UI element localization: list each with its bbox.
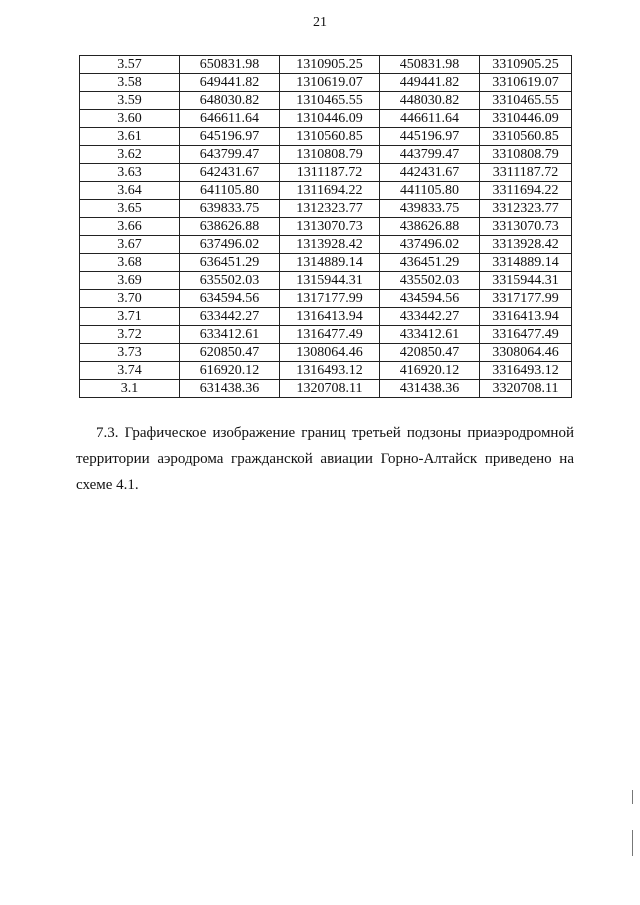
point-number-cell: 3.73 xyxy=(80,344,180,362)
table-row xyxy=(80,218,572,236)
coord-y-cell: 1313928.42 xyxy=(280,236,380,254)
coord-x-cell: 650831.98 xyxy=(180,56,280,74)
coord-x-cell: 633442.27 xyxy=(180,308,280,326)
coord-y2-cell: 3310446.09 xyxy=(480,110,572,128)
table-row xyxy=(80,200,572,218)
section-paragraph xyxy=(76,420,574,498)
coord-y2-cell: 3313928.42 xyxy=(480,236,572,254)
coord-y-cell: 1310560.85 xyxy=(280,128,380,146)
coord-x2-cell: 443799.47 xyxy=(380,146,480,164)
point-number-cell: 3.61 xyxy=(80,128,180,146)
coord-x2-cell: 448030.82 xyxy=(380,92,480,110)
coord-y-cell: 1312323.77 xyxy=(280,200,380,218)
table-row xyxy=(80,56,572,74)
coord-y2-cell: 3310465.55 xyxy=(480,92,572,110)
point-number-cell: 3.66 xyxy=(80,218,180,236)
point-number-cell: 3.59 xyxy=(80,92,180,110)
coord-x-cell: 639833.75 xyxy=(180,200,280,218)
table-row xyxy=(80,362,572,380)
table-row xyxy=(80,164,572,182)
coord-x2-cell: 433442.27 xyxy=(380,308,480,326)
coord-y-cell: 1310905.25 xyxy=(280,56,380,74)
table-row xyxy=(80,110,572,128)
coord-y2-cell: 3310560.85 xyxy=(480,128,572,146)
table-row xyxy=(80,380,572,398)
coord-x2-cell: 435502.03 xyxy=(380,272,480,290)
point-number-cell: 3.62 xyxy=(80,146,180,164)
coord-y-cell: 1316493.12 xyxy=(280,362,380,380)
coord-y-cell: 1310808.79 xyxy=(280,146,380,164)
point-number-cell: 3.74 xyxy=(80,362,180,380)
coord-x2-cell: 445196.97 xyxy=(380,128,480,146)
table-row xyxy=(80,290,572,308)
coord-x-cell: 635502.03 xyxy=(180,272,280,290)
table-row xyxy=(80,308,572,326)
table-row xyxy=(80,92,572,110)
coord-x-cell: 637496.02 xyxy=(180,236,280,254)
coord-x2-cell: 436451.29 xyxy=(380,254,480,272)
coord-y-cell: 1310446.09 xyxy=(280,110,380,128)
coord-x2-cell: 420850.47 xyxy=(380,344,480,362)
coord-x-cell: 646611.64 xyxy=(180,110,280,128)
point-number-cell: 3.65 xyxy=(80,200,180,218)
table-row xyxy=(80,146,572,164)
coord-x2-cell: 438626.88 xyxy=(380,218,480,236)
paragraph-text: 7.3. Графическое изображение границ третьей подзоны приаэродромной территории аэродрома гражданской авиации Горно-Алтайск приведено на схеме 4.1. xyxy=(76,425,574,493)
point-number-cell: 3.57 xyxy=(80,56,180,74)
coord-x-cell: 620850.47 xyxy=(180,344,280,362)
coord-y2-cell: 3311187.72 xyxy=(480,164,572,182)
table-row xyxy=(80,128,572,146)
coord-x-cell: 643799.47 xyxy=(180,146,280,164)
coord-y-cell: 1316477.49 xyxy=(280,326,380,344)
scan-edge-mark xyxy=(632,790,633,804)
coord-x2-cell: 446611.64 xyxy=(380,110,480,128)
point-number-cell: 3.69 xyxy=(80,272,180,290)
coord-y-cell: 1315944.31 xyxy=(280,272,380,290)
coord-x-cell: 616920.12 xyxy=(180,362,280,380)
table-row xyxy=(80,236,572,254)
coord-y-cell: 1317177.99 xyxy=(280,290,380,308)
coord-y-cell: 1320708.11 xyxy=(280,380,380,398)
coord-y-cell: 1308064.46 xyxy=(280,344,380,362)
point-number-cell: 3.60 xyxy=(80,110,180,128)
coord-x-cell: 642431.67 xyxy=(180,164,280,182)
coord-y-cell: 1316413.94 xyxy=(280,308,380,326)
coord-y2-cell: 3310619.07 xyxy=(480,74,572,92)
coord-y2-cell: 3315944.31 xyxy=(480,272,572,290)
point-number-cell: 3.70 xyxy=(80,290,180,308)
coord-y2-cell: 3316493.12 xyxy=(480,362,572,380)
coord-y2-cell: 3316477.49 xyxy=(480,326,572,344)
table-row xyxy=(80,182,572,200)
coord-x-cell: 638626.88 xyxy=(180,218,280,236)
coord-y2-cell: 3310808.79 xyxy=(480,146,572,164)
coord-y2-cell: 3308064.46 xyxy=(480,344,572,362)
coord-x-cell: 634594.56 xyxy=(180,290,280,308)
table-row xyxy=(80,272,572,290)
coord-y2-cell: 3316413.94 xyxy=(480,308,572,326)
table-row xyxy=(80,74,572,92)
point-number-cell: 3.58 xyxy=(80,74,180,92)
coord-x-cell: 631438.36 xyxy=(180,380,280,398)
coord-x2-cell: 442431.67 xyxy=(380,164,480,182)
coord-x-cell: 648030.82 xyxy=(180,92,280,110)
coord-y2-cell: 3311694.22 xyxy=(480,182,572,200)
table-row xyxy=(80,254,572,272)
coord-y2-cell: 3313070.73 xyxy=(480,218,572,236)
point-number-cell: 3.67 xyxy=(80,236,180,254)
coord-x2-cell: 431438.36 xyxy=(380,380,480,398)
page-number: 21 xyxy=(313,15,327,30)
coord-y-cell: 1310465.55 xyxy=(280,92,380,110)
coord-y-cell: 1311694.22 xyxy=(280,182,380,200)
scan-edge-mark xyxy=(632,830,633,856)
coord-x-cell: 645196.97 xyxy=(180,128,280,146)
coordinates-table-body xyxy=(80,56,572,398)
coordinates-table xyxy=(79,55,572,398)
coord-x2-cell: 449441.82 xyxy=(380,74,480,92)
coord-x2-cell: 437496.02 xyxy=(380,236,480,254)
coord-y2-cell: 3317177.99 xyxy=(480,290,572,308)
coord-x-cell: 636451.29 xyxy=(180,254,280,272)
table-row xyxy=(80,326,572,344)
coord-y-cell: 1314889.14 xyxy=(280,254,380,272)
point-number-cell: 3.64 xyxy=(80,182,180,200)
point-number-cell: 3.68 xyxy=(80,254,180,272)
coord-y-cell: 1311187.72 xyxy=(280,164,380,182)
point-number-cell: 3.71 xyxy=(80,308,180,326)
coord-y2-cell: 3320708.11 xyxy=(480,380,572,398)
coord-x-cell: 633412.61 xyxy=(180,326,280,344)
coord-y2-cell: 3314889.14 xyxy=(480,254,572,272)
coord-x2-cell: 441105.80 xyxy=(380,182,480,200)
coord-y2-cell: 3310905.25 xyxy=(480,56,572,74)
coord-x-cell: 641105.80 xyxy=(180,182,280,200)
coord-x2-cell: 439833.75 xyxy=(380,200,480,218)
point-number-cell: 3.1 xyxy=(80,380,180,398)
point-number-cell: 3.72 xyxy=(80,326,180,344)
coord-x2-cell: 434594.56 xyxy=(380,290,480,308)
coord-x2-cell: 450831.98 xyxy=(380,56,480,74)
coord-x2-cell: 416920.12 xyxy=(380,362,480,380)
coord-x2-cell: 433412.61 xyxy=(380,326,480,344)
table-row xyxy=(80,344,572,362)
coord-x-cell: 649441.82 xyxy=(180,74,280,92)
coord-y2-cell: 3312323.77 xyxy=(480,200,572,218)
coord-y-cell: 1310619.07 xyxy=(280,74,380,92)
coord-y-cell: 1313070.73 xyxy=(280,218,380,236)
point-number-cell: 3.63 xyxy=(80,164,180,182)
